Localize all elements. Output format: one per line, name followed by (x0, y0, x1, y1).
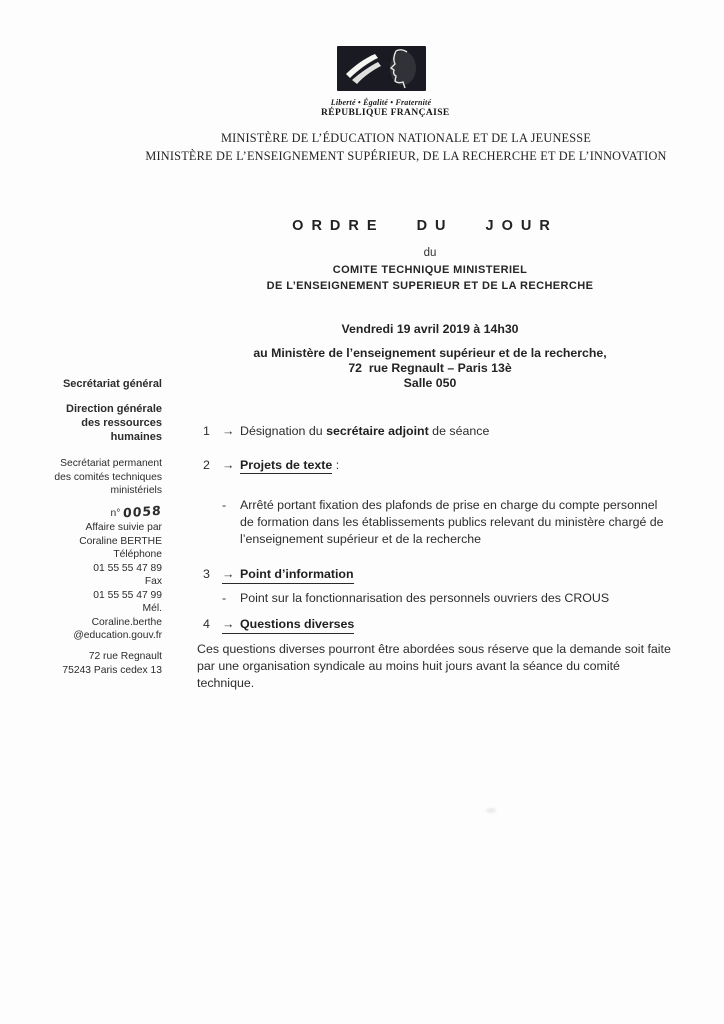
closing-note: Ces questions diverses pourront être abordées sous réserve que la demande soit faite par une organisation syndicale au moins huit jours avant la séance du comité technique. (197, 642, 671, 690)
meeting-place: au Ministère de l’enseignement supérieur et de la recherche, (253, 346, 607, 360)
sidebar-contact (40, 521, 162, 643)
sidebar-address (40, 650, 162, 677)
meeting-info (190, 322, 670, 391)
item-title-suffix: : (332, 458, 340, 472)
title-du: du (423, 247, 437, 259)
item-title (222, 617, 354, 634)
sidebar-reference (40, 502, 163, 521)
item-text-bold: secrétaire adjoint (326, 424, 429, 438)
committee-title (230, 262, 630, 294)
item-title-text: Point d’information (240, 567, 354, 581)
agenda-item-2 (197, 458, 673, 473)
contact-line: Affaire suivie par (85, 522, 162, 533)
contact-line: 01 55 55 47 99 (93, 589, 162, 601)
republique-francaise-logo (321, 46, 450, 118)
ministry-header (86, 130, 724, 165)
agenda-item-4 (197, 617, 673, 634)
logo-republic-name: RÉPUBLIQUE FRANÇAISE (321, 108, 450, 118)
bullet-text: Arrêté portant fixation des plafonds de prise en charge du compte personnel de formation dans les établissements publics relevant du ministère chargé de l’enseignement supérieur et de la recherche (240, 498, 664, 546)
scan-artifact (486, 808, 496, 813)
logo-motto: Liberté • Égalité • Fraternité (330, 98, 432, 107)
contact-line: Téléphone (113, 549, 162, 560)
contact-line: Fax (144, 576, 162, 587)
meeting-street: 72 rue Regnault – Paris 13è (348, 361, 512, 375)
sidebar-unit-secretariat-general: Secrétariat général (62, 378, 162, 390)
arrow-icon: → (222, 617, 235, 631)
arrow-icon: → (222, 567, 235, 581)
item-number: 4 (203, 617, 210, 631)
contact-line: Coraline BERTHE (79, 535, 162, 547)
agenda-bullet-crous (197, 590, 673, 607)
arrow-icon: → (222, 424, 235, 438)
item-text (240, 424, 673, 439)
sidebar-unit-dgrh: Direction générale des ressources humaines (66, 403, 162, 443)
item-title (240, 458, 673, 473)
contact-line: @education.gouv.fr (73, 630, 162, 641)
reference-label: n° (110, 508, 121, 519)
meeting-room: Salle 050 (403, 376, 457, 390)
dash-icon: - (222, 591, 227, 605)
contact-line: Coraline.berthe (91, 616, 162, 628)
item-number: 2 (203, 458, 210, 472)
item-text-pre: Désignation du (240, 424, 327, 438)
sidebar-unit-secretariat-permanent: Secrétariat permanent des comités techniques ministériels (54, 458, 162, 496)
address-line: 75243 Paris cedex 13 (62, 664, 162, 676)
item-title-text: Questions diverses (240, 617, 355, 631)
bullet-text: Point sur la fonctionnarisation des personnels ouvriers des CROUS (240, 591, 610, 605)
item-number: 3 (203, 567, 210, 581)
item-title (222, 567, 354, 584)
arrow-icon: → (222, 458, 235, 472)
item-title-text: Projets de texte (240, 458, 333, 472)
contact-line: Mél. (142, 603, 162, 614)
committee-line-1: COMITE TECHNIQUE MINISTERIEL (332, 264, 528, 276)
meeting-date: Vendredi 19 avril 2019 à 14h30 (341, 322, 519, 336)
contact-line: 01 55 55 47 89 (93, 562, 162, 574)
agenda-bullet-arrete (197, 497, 673, 548)
dash-icon: - (222, 498, 227, 512)
reference-number-handwritten: 0058 (122, 502, 163, 521)
agenda-item-1 (197, 424, 673, 439)
ministry-line-1: MINISTÈRE DE L’ÉDUCATION NATIONALE ET DE LA JEUNESSE (220, 131, 592, 145)
address-line: 72 rue Regnault (88, 651, 162, 662)
agenda-item-3 (197, 567, 673, 584)
marianne-logo-icon (337, 46, 426, 91)
item-number: 1 (203, 424, 210, 438)
ministry-line-2: MINISTÈRE DE L’ENSEIGNEMENT SUPÉRIEUR, DE LA RECHERCHE ET DE L’INNOVATION (145, 148, 667, 163)
document-title: ORDRE DU JOUR (292, 218, 558, 234)
committee-line-2: DE L’ENSEIGNEMENT SUPERIEUR ET DE LA RECHERCHE (266, 280, 594, 292)
item-text-post: de séance (428, 424, 490, 438)
